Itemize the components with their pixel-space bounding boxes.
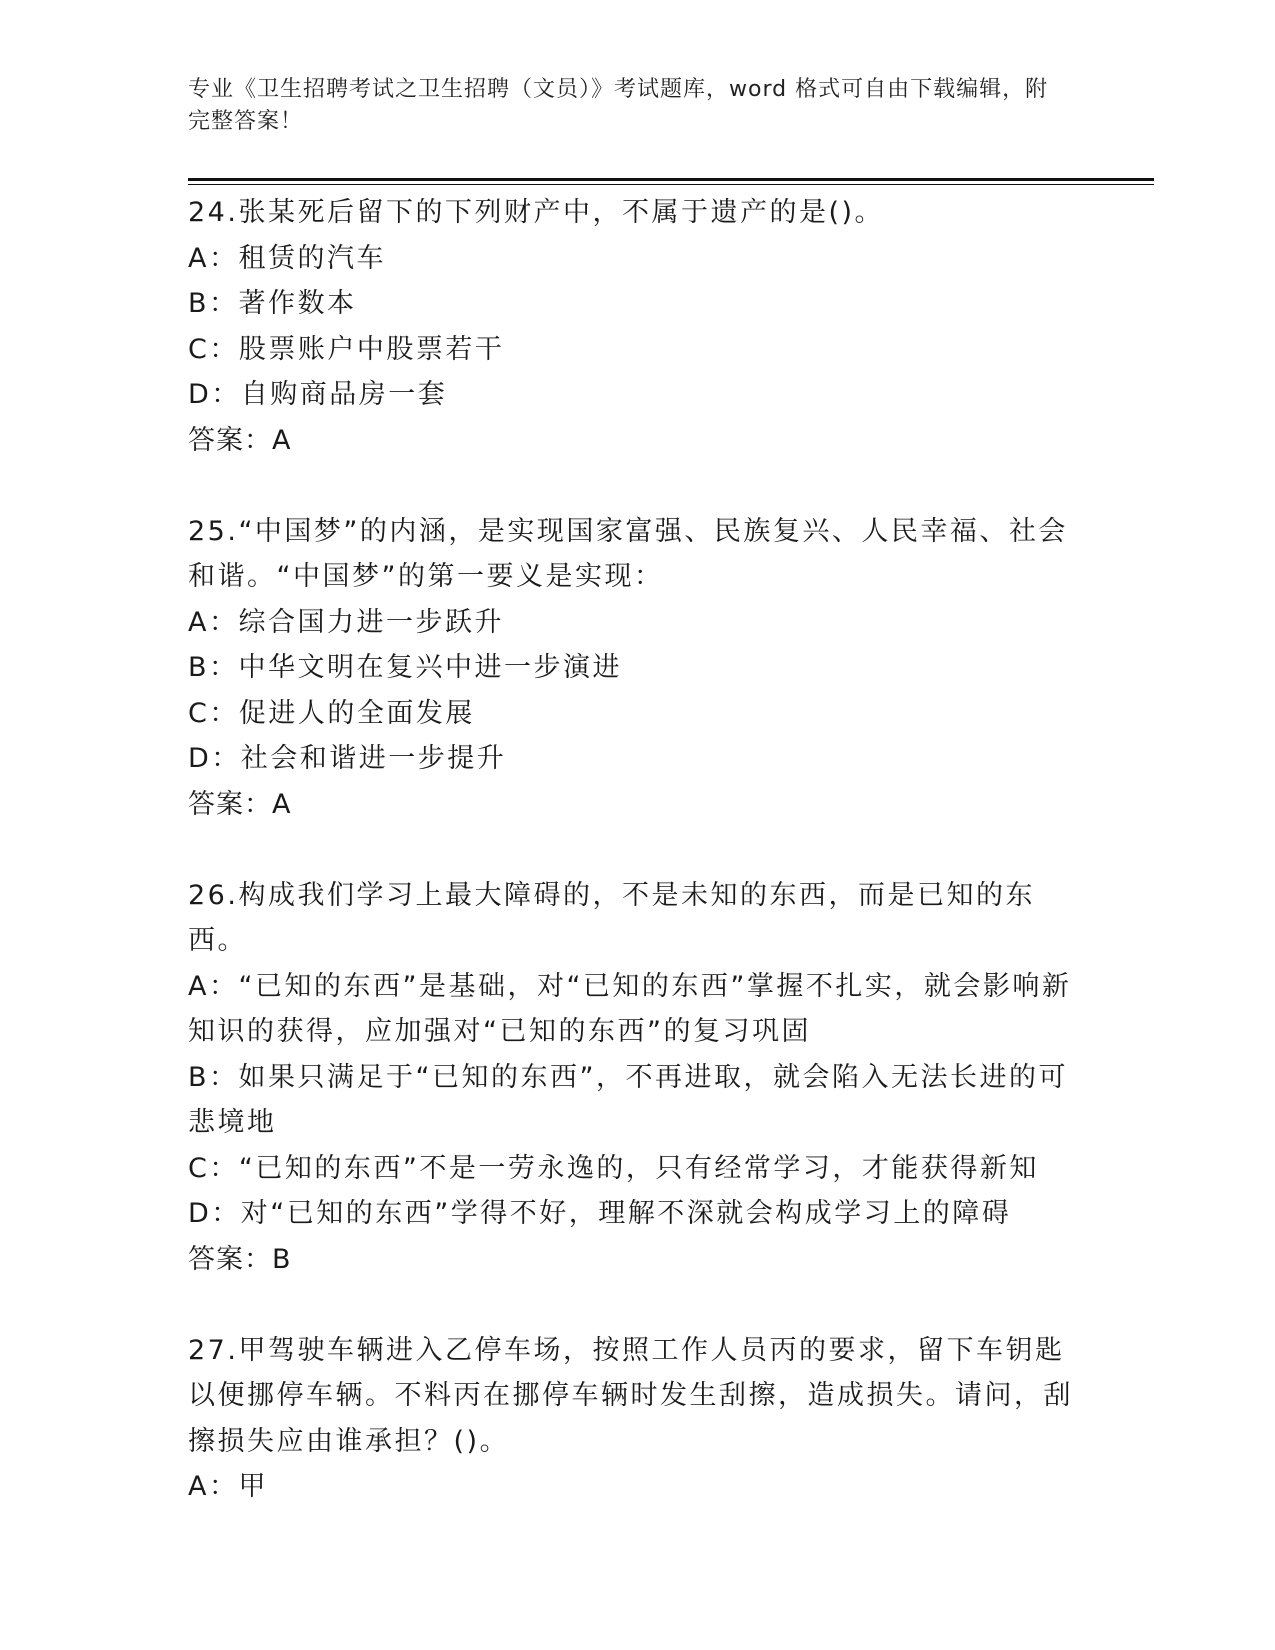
header-divider-thin [188, 184, 1154, 185]
question-stem: 27.甲驾驶车辆进入乙停车场，按照工作人员丙的要求，留下车钥匙以便挪停车辆。不料丙在挪停车辆时发生刮擦，造成损失。请问，刮擦损失应由谁承担？()。 [188, 1334, 1073, 1457]
question-25 [188, 509, 1088, 828]
answer-label: 答案：A [188, 424, 292, 456]
question-26 [188, 873, 1088, 1283]
answer-label: 答案：A [188, 788, 292, 820]
option-c: C：股票账户中股票若干 [188, 333, 505, 365]
page-header: 专业《卫生招聘考试之卫生招聘（文员）》考试题库，word 格式可自由下载编辑，附完整答案！ [188, 77, 1049, 134]
option-a: A：“已知的东西”是基础，对“已知的东西”掌握不扎实，就会影响新知识的获得，应加强对“已知的东西”的复习巩固 [188, 970, 1072, 1047]
option-b: B：著作数本 [188, 288, 357, 319]
option-b: B：中华文明在复兴中进一步演进 [188, 652, 623, 683]
option-a: A：租赁的汽车 [188, 242, 386, 274]
header-divider-thick [188, 178, 1154, 181]
question-stem: 26.构成我们学习上最大障碍的，不是未知的东西，而是已知的东西。 [188, 879, 1035, 956]
question-stem: 24.张某死后留下的下列财产中，不属于遗产的是()。 [188, 197, 885, 228]
answer-label: 答案：B [188, 1243, 292, 1275]
option-a: A：甲 [188, 1471, 268, 1502]
option-b: B：如果只满足于“已知的东西”，不再进取，就会陷入无法长进的可悲境地 [188, 1061, 1068, 1138]
option-c: C：促进人的全面发展 [188, 697, 475, 729]
option-d: D：社会和谐进一步提升 [188, 743, 507, 774]
question-stem: 25.“中国梦”的内涵，是实现国家富强、民族复兴、人民幸福、社会和谐。“中国梦”的第一要义是实现： [188, 515, 1068, 592]
option-d: D：对“已知的东西”学得不好，理解不深就会构成学习上的障碍 [188, 1198, 1012, 1229]
question-24 [188, 190, 1088, 463]
option-c: C：“已知的东西”不是一劳永逸的，只有经常学习，才能获得新知 [188, 1152, 1039, 1184]
option-d: D：自购商品房一套 [188, 379, 448, 410]
question-list [188, 190, 1088, 1555]
question-27 [188, 1328, 1088, 1510]
option-a: A：综合国力进一步跃升 [188, 606, 504, 638]
